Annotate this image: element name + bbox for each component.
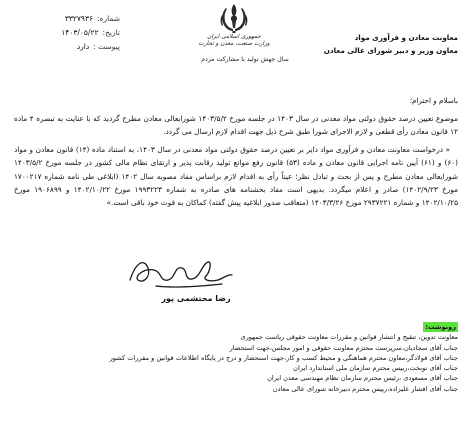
meta-number-value: ۳۳۲۷۹۳۶ (64, 14, 94, 23)
letter-meta (10, 12, 120, 54)
recipient-block (318, 31, 458, 57)
signatory-name: رضا محتشمی پور (161, 294, 231, 303)
copy-item: معاونت تدوین، تنقیح و انتشار قوانین و مقررات معاونت حقوقی ریاست جمهوری (240, 333, 458, 342)
ministry-line-2: وزارت صنعت، معدن و تجارت (198, 41, 270, 47)
copy-title: رونوشت: (425, 323, 456, 331)
year-slogan: سال جهش تولید با مشارکت مردم (201, 56, 289, 63)
copy-item: جناب آقای افشار علیزاده،رییس محترم دبیرخانه شورای عالی معادن (272, 384, 458, 393)
body-paragraph-1: موضوع تعیین درصد حقوق دولتی مواد معدنی در سال ۱۴۰۳ در جلسه مورخ ۱۴۰۳/۵/۲ شورایعالی معادن مطرح گردید که با عنایت به تبصره ۴ ماده ۱۲ قانون معادن رأی قطعی و لازم الاجرای شورا طبق شرح ذیل جهت اقدام لازم ارسال می گردد. (14, 114, 458, 137)
copy-item: جناب آقای فولادگر،معاون محترم هماهنگی و محیط کسب و کار،جهت استحضار و درج در پایگاه اطلاعات قوانین و مقررات کشور (109, 353, 458, 362)
ministry-line-1: جمهوری اسلامی ایران (207, 34, 261, 40)
copy-item: جناب آقای مسعودی ،رئیس محترم سازمان نظام مهندسی معدن ایران (267, 374, 458, 383)
meta-date (10, 26, 120, 40)
meta-attachment (10, 40, 120, 54)
copy-recipients (18, 322, 458, 394)
greeting: باسلام و احترام؛ (409, 96, 458, 105)
meta-number (10, 12, 120, 26)
copy-item: جناب آقای نوبخت،رییس محترم سازمان ملی استاندارد ایران (293, 364, 458, 373)
meta-attachment-label: پیوست : (93, 42, 120, 51)
body-paragraph-2: « درخواست معاونت معادن و فرآوری مواد دایر بر تعیین درصد حقوق دولتی مواد معدنی در سال ۱۴۰۳، به استناد ماده (۱۴) قانون معادن و مواد (۶۰) و (۶۱) آیین نامه اجرایی قانون معادن و ماده (۵۳) قانون رفع موانع تولید رقابت پذیر و ارتقای نظام مالی کشور در جلسه مورخ ۱۴۰۳/۵/۲ شورایعالی معادن مطرح و پس از بحث و تبادل نظر؛ عیناً رأی به اقدام لازم براساس مفاد مصوبه سال ۱۴۰۲ (ابلاغی طی نامه شماره ۱۷۰۰۲۱۷ مورخ ۱۴۰۲/۹/۲۳) صادر و اعلام میگردد. بدیهی است مفاد بخشنامه های صادره به شماره ۱۹۹۳۲۲۳ مورخ ۱۴۰۲/۱۰/۲۲ و ۱۹۰۶۸۹۹ مورخ ۱۴۰۲/۱۰/۲۵ و شماره ۲۹۳۷۲۲۱ مورخ ۱۴۰۳/۳/۲۶ (متعاقب صدور ابلاغیه پیش گفته) کماکان به قوت خود باقی است.» (14, 144, 459, 208)
recipient-line-2: معاون وزیر و دبیر شورای عالی معادن (323, 46, 458, 55)
handwritten-signature-icon (110, 250, 250, 294)
recipient-line-1: معاونت معادن و فرآوری مواد (354, 33, 458, 42)
iran-emblem-icon (214, 2, 254, 34)
ministry-name (184, 34, 284, 48)
meta-date-value: ۱۴۰۳/۰۵/۲۲ (61, 28, 99, 37)
meta-number-label: شماره: (97, 14, 120, 23)
copy-item: جناب آقای سجادیان،سرپرست محترم معاونت حقوقی و امور مجلس،جهت استحضار (229, 343, 458, 352)
meta-date-label: تاریخ: (102, 28, 120, 37)
meta-attachment-value: دارد (76, 42, 90, 51)
letter-body (14, 112, 458, 214)
